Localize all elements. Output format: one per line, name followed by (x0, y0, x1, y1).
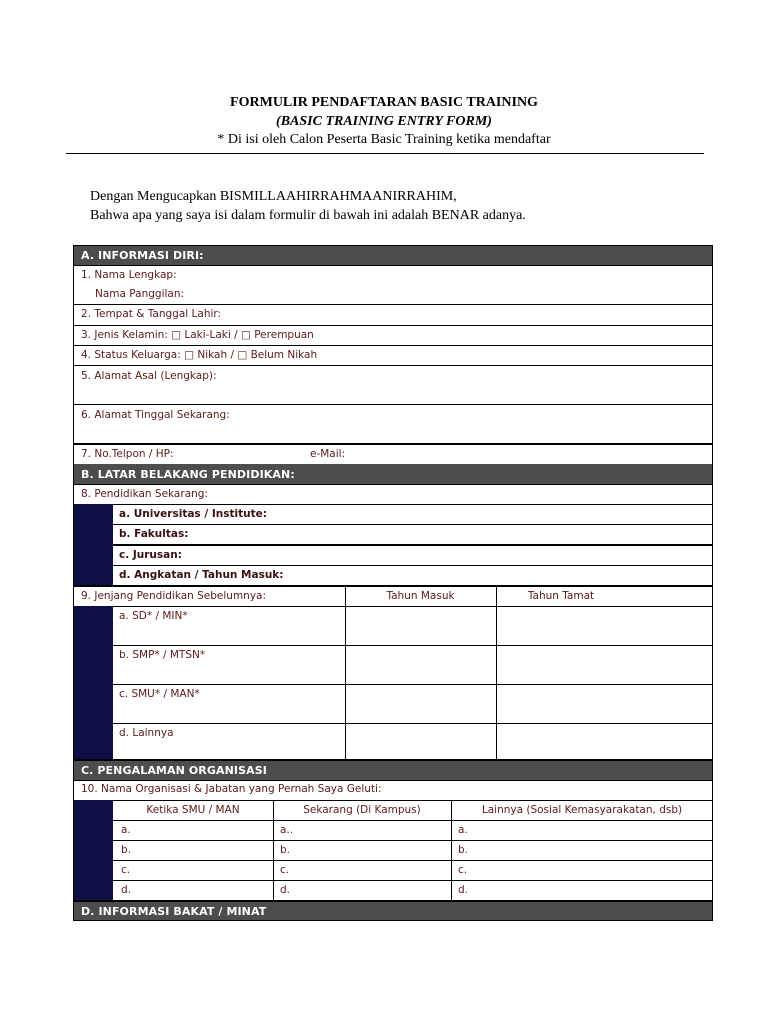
universitas-label: a. Universitas / Institute: (119, 508, 267, 520)
org-col2-header: Sekarang (Di Kampus) (303, 804, 421, 816)
org-cell: d. (280, 884, 291, 896)
row-divider (74, 443, 712, 445)
ttl-label: 2. Tempat & Tanggal Lahir: (81, 308, 222, 320)
header-divider (66, 153, 704, 154)
organisasi-question: 10. Nama Organisasi & Jabatan yang Pernah Saya Geluti: (81, 783, 382, 795)
alamat-asal-label: 5. Alamat Asal (Lengkap): (81, 370, 217, 382)
row-divider (74, 800, 712, 801)
jenis-kelamin-label: 3. Jenis Kelamin: □ Laki-Laki / □ Perempuan (81, 329, 314, 341)
row-divider (113, 544, 712, 546)
row-divider (113, 840, 712, 841)
row-divider (113, 524, 712, 525)
column-divider (345, 585, 346, 759)
org-cell: b. (121, 844, 132, 856)
sd-label: a. SD* / MIN* (119, 610, 188, 622)
intro-line-1: Dengan Mengucapkan BISMILLAAHIRRAHMAANIRRAHIM, (90, 189, 457, 204)
org-cell: d. (121, 884, 132, 896)
row-divider (74, 504, 712, 505)
org-cell: d. (458, 884, 469, 896)
row-divider (74, 304, 712, 305)
jenjang-label: 9. Jenjang Pendidikan Sebelumnya: (81, 590, 267, 602)
org-cell: b. (280, 844, 291, 856)
org-cell: c. (121, 864, 131, 876)
org-cell: c. (458, 864, 468, 876)
navy-indent-bar (74, 800, 113, 900)
row-divider (74, 780, 712, 781)
section-d-header: D. INFORMASI BAKAT / MINAT (74, 902, 712, 920)
navy-indent-bar (74, 504, 113, 586)
org-cell: a. (121, 824, 131, 836)
row-divider (113, 684, 712, 685)
row-divider (74, 265, 712, 266)
column-divider (496, 585, 497, 759)
org-col1-header: Ketika SMU / MAN (146, 804, 240, 816)
nama-lengkap-label: 1. Nama Lengkap: (81, 269, 177, 281)
smu-label: c. SMU* / MAN* (119, 688, 200, 700)
org-cell: b. (458, 844, 469, 856)
org-cell: c. (280, 864, 290, 876)
smp-label: b. SMP* / MTSN* (119, 649, 206, 661)
row-divider (74, 585, 712, 587)
tahun-tamat-header: Tahun Tamat (527, 590, 595, 602)
form-note: * Di isi oleh Calon Peserta Basic Training ketika mendaftar (217, 132, 551, 147)
status-keluarga-label: 4. Status Keluarga: □ Nikah / □ Belum Nikah (81, 349, 318, 361)
row-divider (113, 880, 712, 881)
alamat-tinggal-label: 6. Alamat Tinggal Sekarang: (81, 409, 230, 421)
row-divider (113, 645, 712, 646)
tahun-masuk-header: Tahun Masuk (386, 590, 455, 602)
column-divider (451, 800, 452, 900)
section-c-header: C. PENGALAMAN ORGANISASI (74, 761, 712, 780)
intro-line-2: Bahwa apa yang saya isi dalam formulir di bawah ini adalah BENAR adanya. (90, 208, 526, 223)
email-label: e-Mail: (310, 448, 346, 460)
row-divider (113, 565, 712, 566)
org-cell: a.. (280, 824, 294, 836)
form-subtitle: (BASIC TRAINING ENTRY FORM) (276, 114, 492, 129)
jurusan-label: c. Jurusan: (119, 549, 182, 561)
section-b-header: B. LATAR BELAKANG PENDIDIKAN: (74, 464, 712, 484)
row-divider (74, 606, 712, 607)
pendidikan-sekarang-label: 8. Pendidikan Sekarang: (81, 488, 208, 500)
section-a-header: A. INFORMASI DIRI: (74, 246, 712, 265)
org-cell: a. (458, 824, 468, 836)
column-divider (273, 800, 274, 900)
nama-panggilan-label: Nama Panggilan: (95, 288, 185, 300)
row-divider (74, 484, 712, 485)
entry-form (73, 245, 713, 921)
angkatan-label: d. Angkatan / Tahun Masuk: (119, 569, 284, 581)
row-divider (113, 860, 712, 861)
row-divider (74, 404, 712, 405)
row-divider (113, 723, 712, 724)
navy-indent-bar (74, 606, 113, 759)
telpon-label: 7. No.Telpon / HP: (81, 448, 174, 460)
form-title: FORMULIR PENDAFTARAN BASIC TRAINING (230, 95, 538, 110)
row-divider (113, 820, 712, 821)
row-divider (74, 325, 712, 326)
lainnya-label: d. Lainnya (119, 727, 174, 739)
row-divider (74, 365, 712, 366)
fakultas-label: b. Fakultas: (119, 528, 189, 540)
row-divider (74, 345, 712, 346)
org-col3-header: Lainnya (Sosial Kemasyarakatan, dsb) (481, 804, 683, 816)
